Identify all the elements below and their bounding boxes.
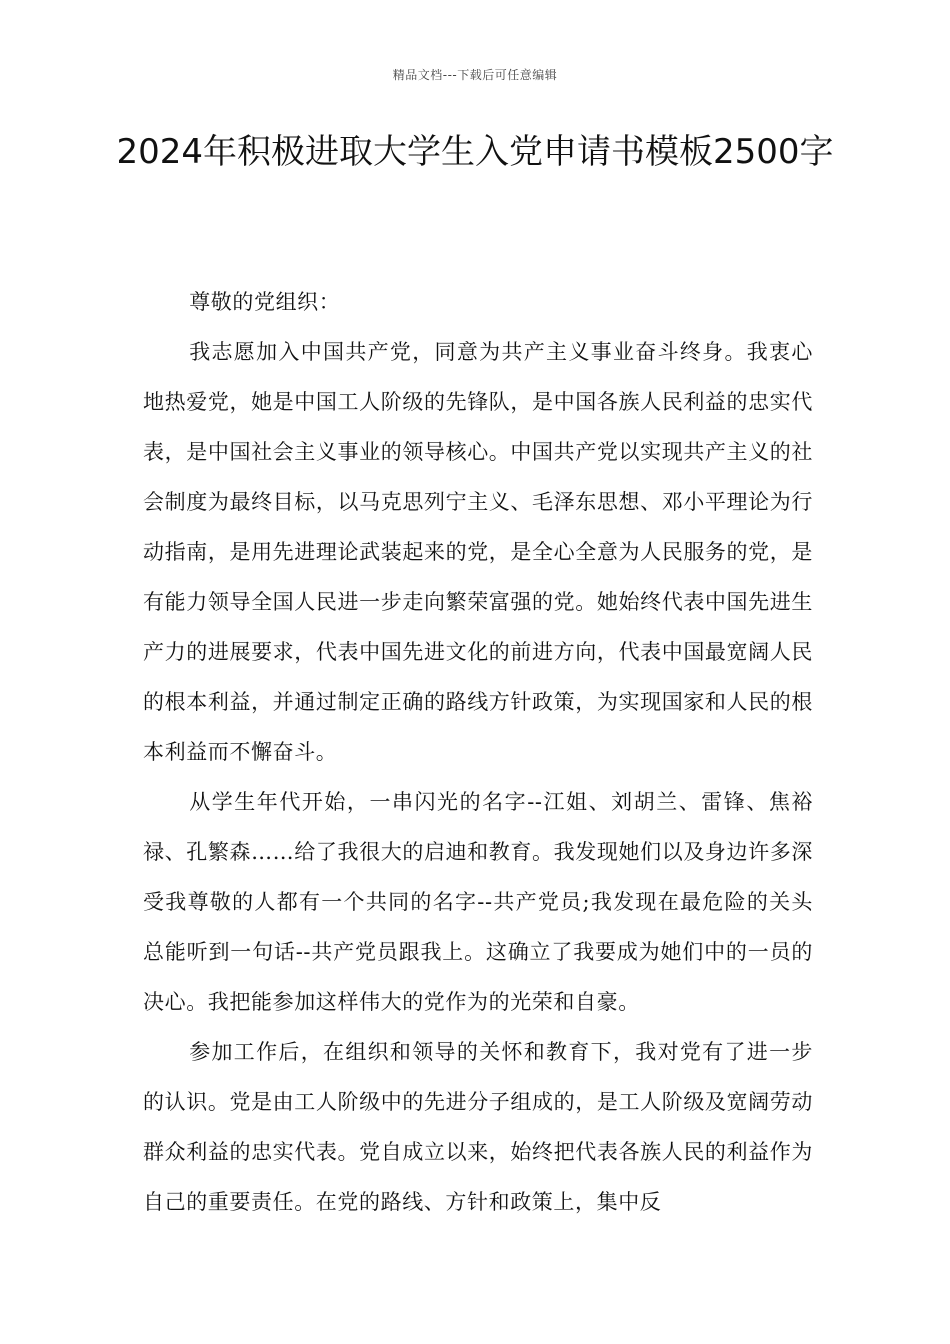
paragraph-2: 从学生年代开始，一串闪光的名字--江姐、刘胡兰、雷锋、焦裕禄、孔繁森……给了我很大的启迪和教育。我发现她们以及身边许多深受我尊敬的人都有一个共同的名字--共产党员;我发现在最危险的关头总能听到一句话--共产党员跟我上。这确立了我要成为她们中的一员的决心。我把能参加这样伟大的党作为的光荣和自豪。 bbox=[143, 790, 813, 1014]
header-note: 精品文档---下载后可任意编辑 bbox=[392, 68, 558, 82]
letter-body bbox=[143, 277, 813, 1227]
paragraph-1: 我志愿加入中国共产党，同意为共产主义事业奋斗终身。我衷心地热爱党，她是中国工人阶级的先锋队，是中国各族人民利益的忠实代表，是中国社会主义事业的领导核心。中国共产党以实现共产主义的社会制度为最终目标，以马克思列宁主义、毛泽东思想、邓小平理论为行动指南，是用先进理论武装起来的党，是全心全意为人民服务的党，是有能力领导全国人民进一步走向繁荣富强的党。她始终代表中国先进生产力的进展要求，代表中国先进文化的前进方向，代表中国最宽阔人民的根本利益，并通过制定正确的路线方针政策，为实现国家和人民的根本利益而不懈奋斗。 bbox=[143, 340, 813, 764]
page-title: 2024年积极进取大学生入党申请书模板2500字 bbox=[116, 132, 834, 172]
paragraph-3: 参加工作后，在组织和领导的关怀和教育下，我对党有了进一步的认识。党是由工人阶级中的先进分子组成的，是工人阶级及宽阔劳动群众利益的忠实代表。党自成立以来，始终把代表各族人民的利益作为自己的重要责任。在党的路线、方针和政策上，集中反 bbox=[143, 1040, 813, 1214]
salutation: 尊敬的党组织： bbox=[189, 290, 341, 314]
